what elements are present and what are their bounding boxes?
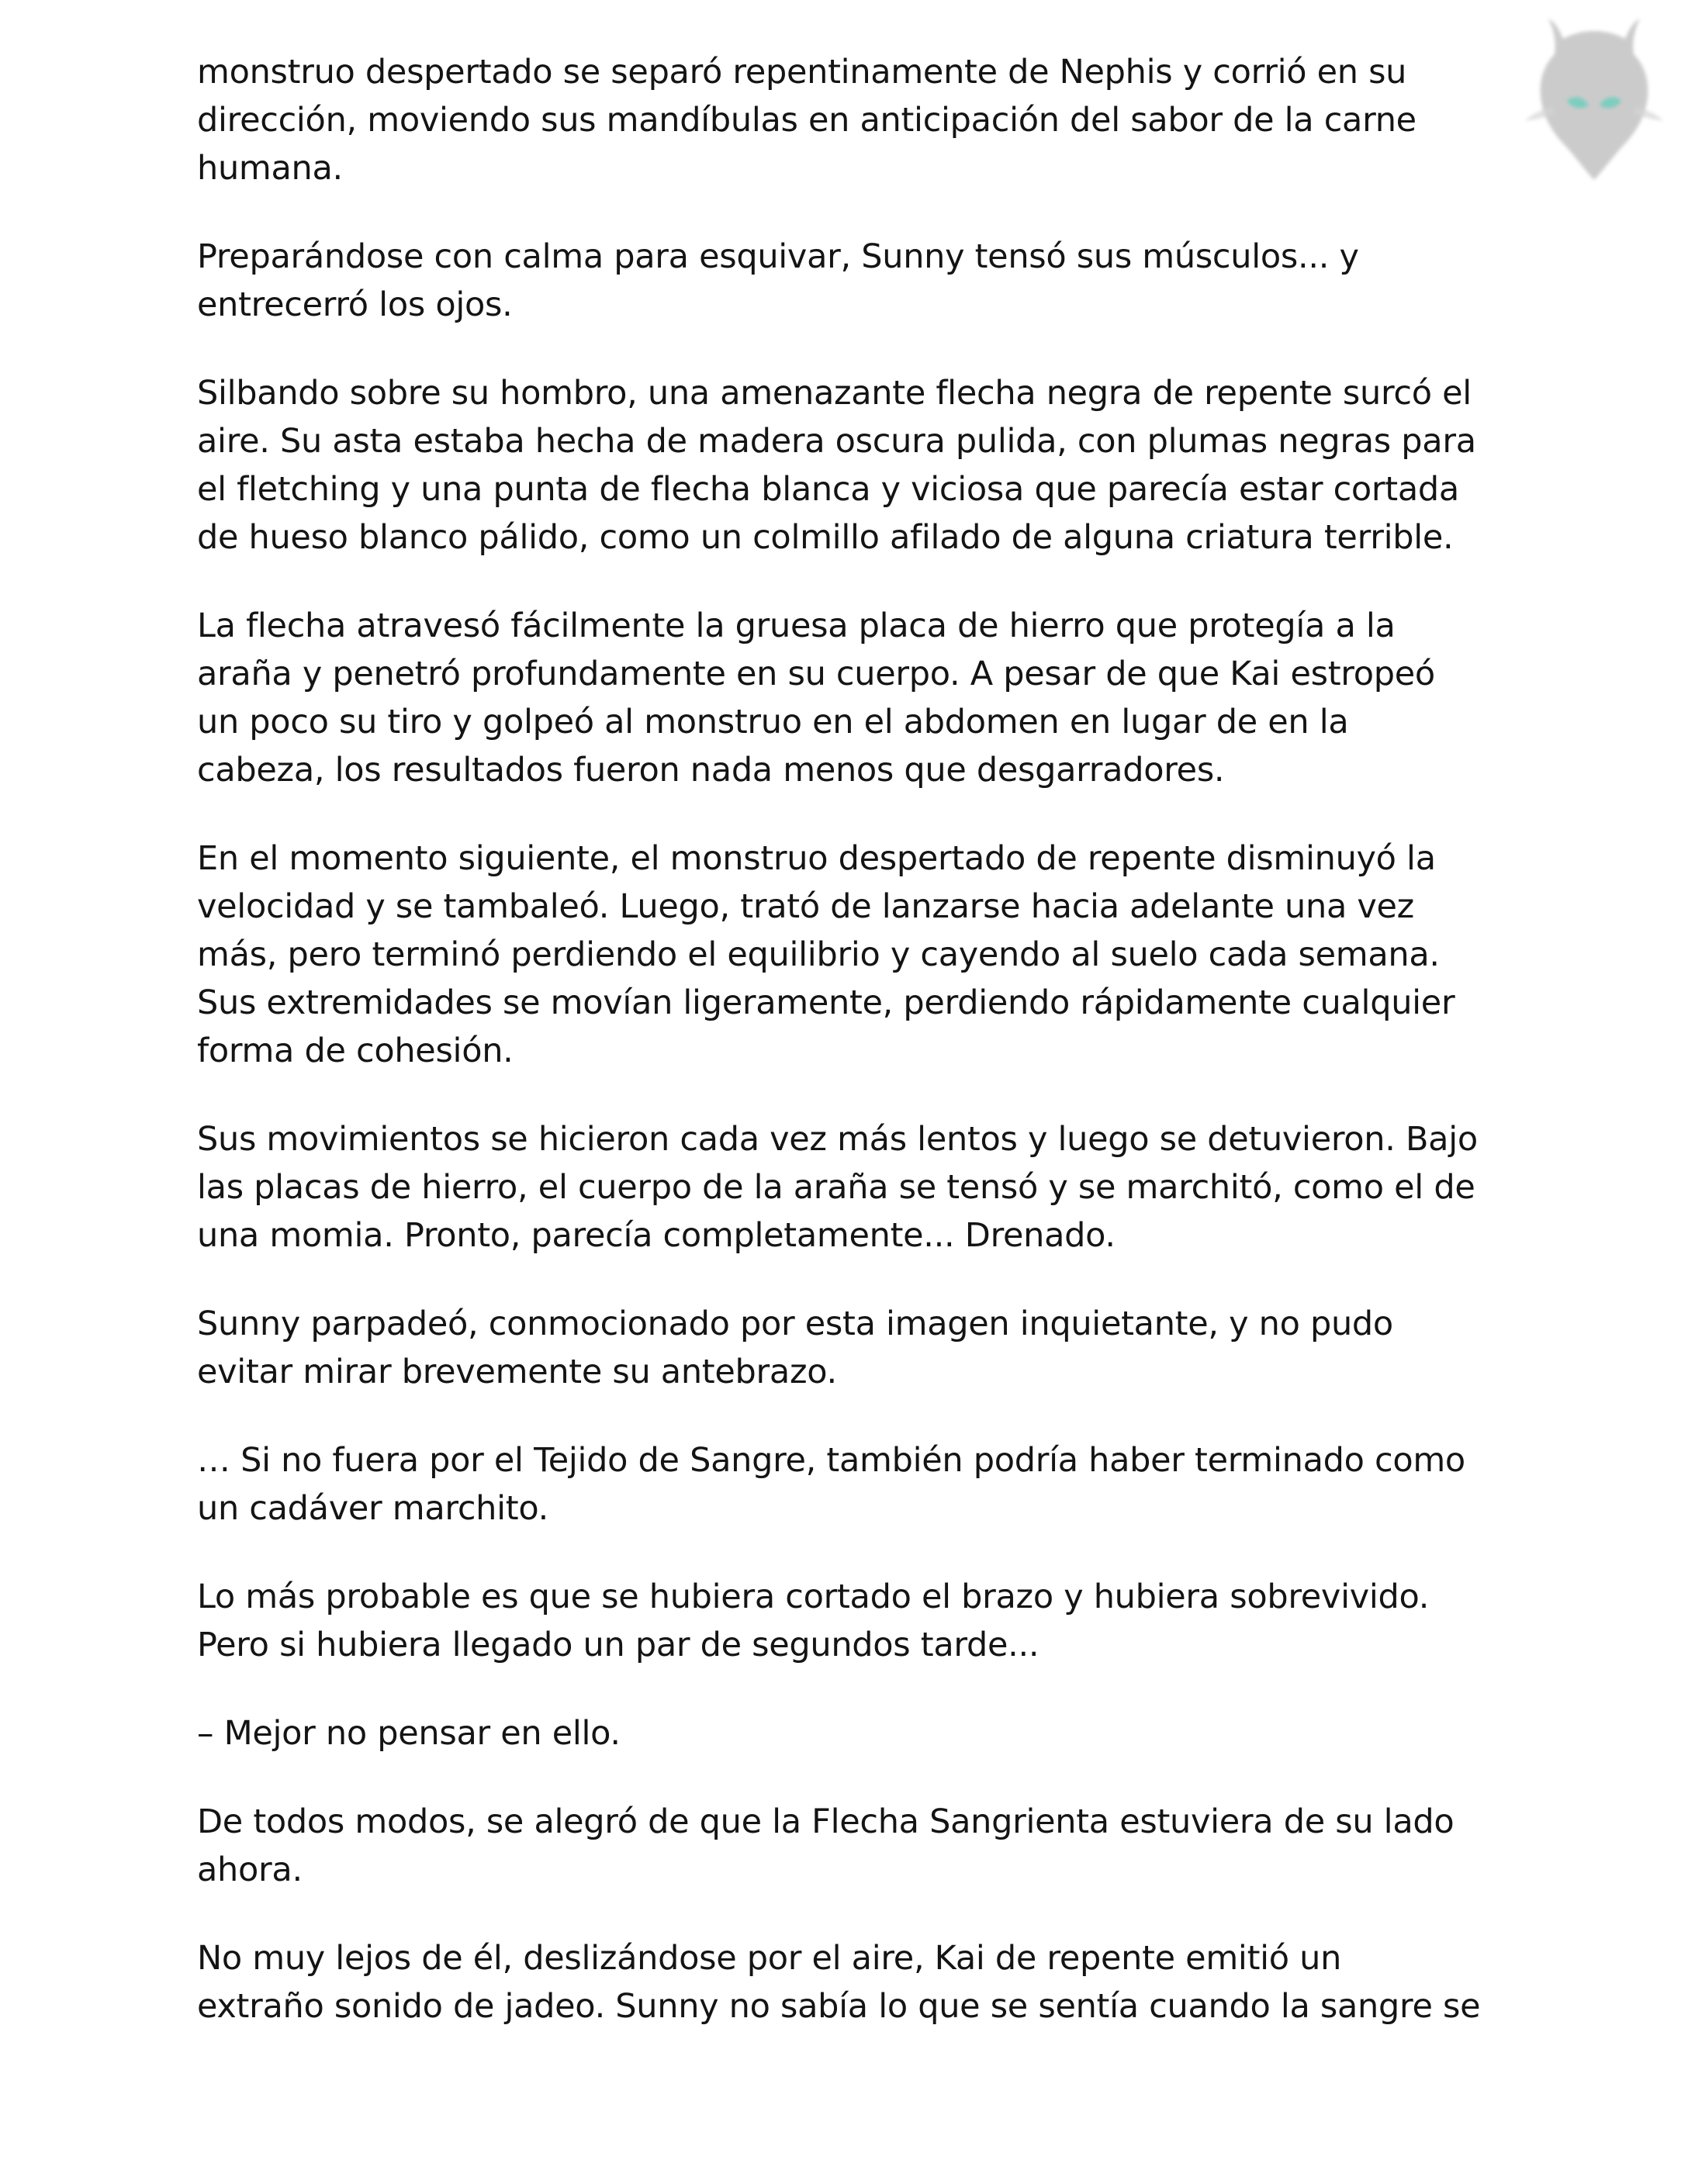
text-line: velocidad y se tambaleó. Luego, trató de lanzarse hacia adelante una vez [197,887,1414,926]
demon-head-logo-icon [1520,16,1668,194]
text-line: entrecerró los ojos. [197,285,513,324]
text-line: En el momento siguiente, el monstruo despertado de repente disminuyó la [197,839,1436,878]
text-line: Lo más probable es que se hubiera cortado el brazo y hubiera sobrevivido. [197,1578,1430,1616]
paragraph [197,1798,1508,1894]
paragraph [197,1300,1508,1396]
text-line: Pero si hubiera llegado un par de segundos tarde... [197,1626,1039,1664]
chapter-text [197,48,1508,2071]
text-line: un poco su tiro y golpeó al monstruo en el abdomen en lugar de en la [197,703,1349,741]
paragraph [197,602,1508,794]
paragraph [197,1436,1508,1533]
paragraph [197,1709,1508,1757]
text-line: La flecha atravesó fácilmente la gruesa placa de hierro que protegía a la [197,606,1396,645]
text-line: dirección, moviendo sus mandíbulas en anticipación del sabor de la carne [197,101,1416,140]
text-line: – Mejor no pensar en ello. [197,1714,621,1753]
paragraph [197,835,1508,1075]
text-line: las placas de hierro, el cuerpo de la araña se tensó y se marchitó, como el de [197,1168,1475,1207]
paragraph [197,1115,1508,1260]
text-line: de hueso blanco pálido, como un colmillo afilado de alguna criatura terrible. [197,518,1454,557]
text-line: forma de cohesión. [197,1032,514,1070]
text-line: Silbando sobre su hombro, una amenazante flecha negra de repente surcó el [197,374,1472,413]
text-line: araña y penetró profundamente en su cuerpo. A pesar de que Kai estropeó [197,655,1435,693]
paragraph [197,1934,1508,2030]
text-line: Sus movimientos se hicieron cada vez más lentos y luego se detuvieron. Bajo [197,1120,1478,1159]
paragraph [197,369,1508,562]
text-line: humana. [197,149,343,188]
text-line: De todos modos, se alegró de que la Flecha Sangrienta estuviera de su lado [197,1802,1455,1841]
text-line: Sunny parpadeó, conmocionado por esta imagen inquietante, y no pudo [197,1305,1393,1343]
text-line: aire. Su asta estaba hecha de madera oscura pulida, con plumas negras para [197,422,1476,461]
text-line: ahora. [197,1851,303,1889]
paragraph [197,1573,1508,1669]
paragraph [197,48,1508,192]
text-line: evitar mirar brevemente su antebrazo. [197,1353,837,1391]
text-line: monstruo despertado se separó repentinamente de Nephis y corrió en su [197,53,1407,92]
text-line: No muy lejos de él, deslizándose por el aire, Kai de repente emitió un [197,1939,1342,1978]
text-line: Preparándose con calma para esquivar, Sunny tensó sus músculos... y [197,237,1359,276]
text-line: más, pero terminó perdiendo el equilibrio y cayendo al suelo cada semana. [197,935,1440,974]
text-line: una momia. Pronto, parecía completamente... Drenado. [197,1216,1116,1255]
text-line: … Si no fuera por el Tejido de Sangre, también podría haber terminado como [197,1441,1465,1480]
paragraph [197,233,1508,329]
text-line: cabeza, los resultados fueron nada menos que desgarradores. [197,751,1225,790]
text-line: Sus extremidades se movían ligeramente, perdiendo rápidamente cualquier [197,983,1455,1022]
text-line: un cadáver marchito. [197,1489,548,1528]
text-line: extraño sonido de jadeo. Sunny no sabía lo que se sentía cuando la sangre se [197,1987,1481,2026]
text-line: el fletching y una punta de flecha blanca y viciosa que parecía estar cortada [197,470,1459,509]
